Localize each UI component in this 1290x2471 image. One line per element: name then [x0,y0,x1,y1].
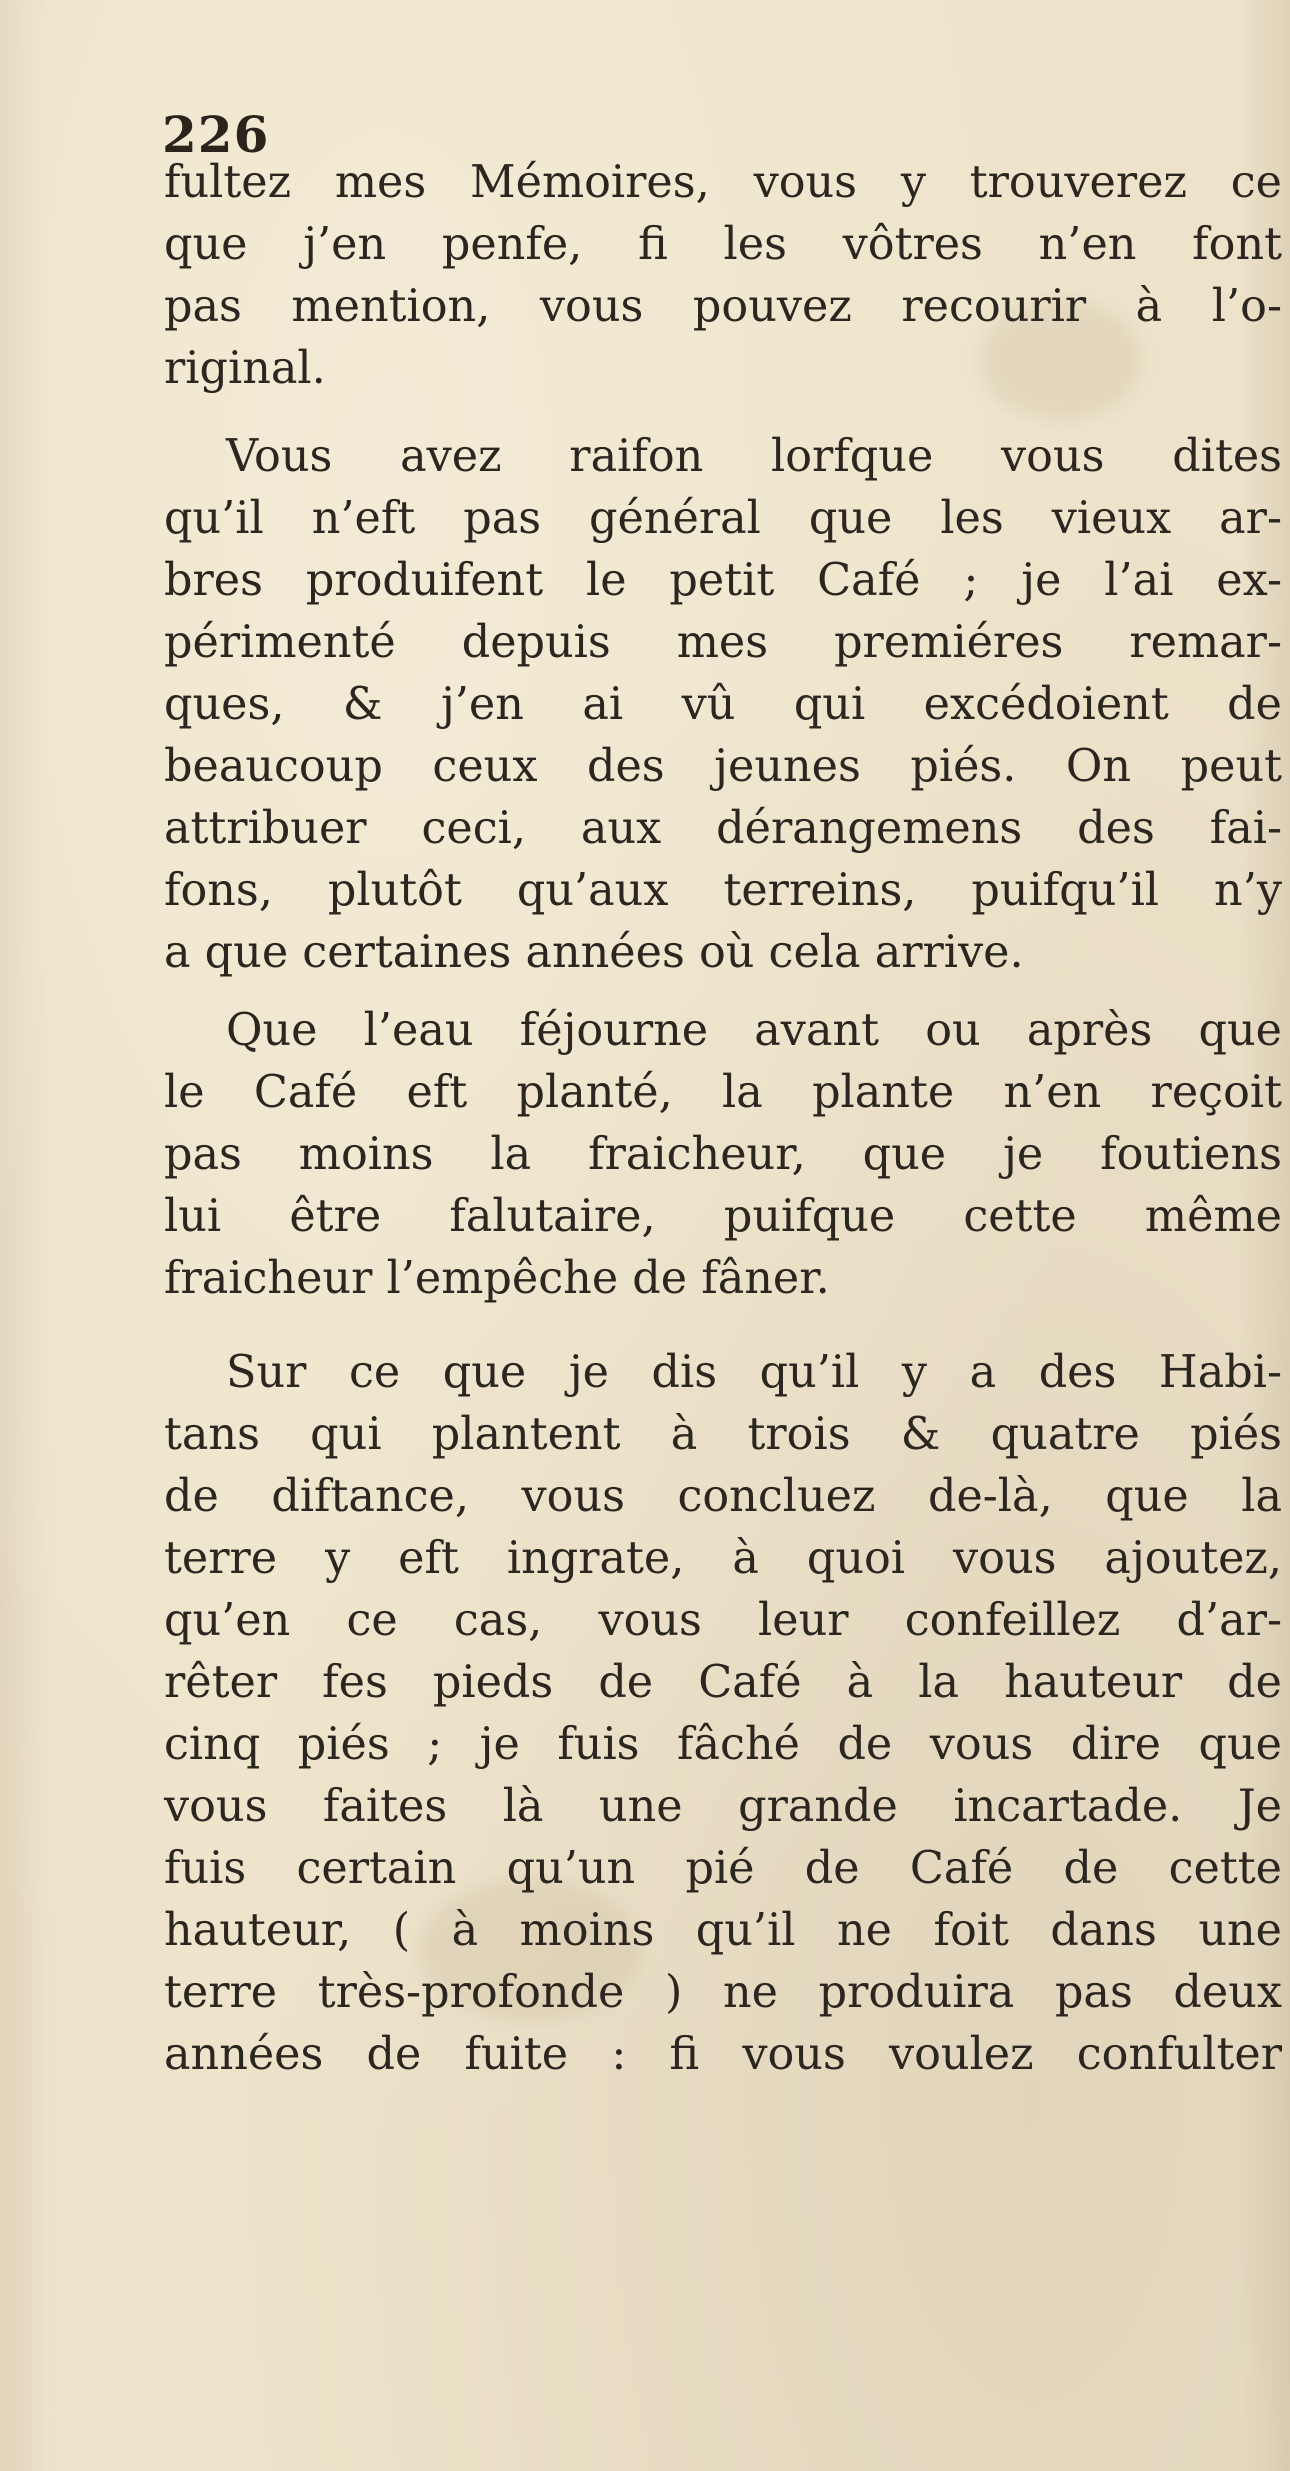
text-line: années de fuite : fi vous voulez confulter [164,2029,1282,2080]
text-line: fultez mes Mémoires, vous y trouverez ce [164,157,1282,208]
text-line: que j’en penfe, fi les vôtres n’en font [164,219,1282,270]
text-line: fuis certain qu’un pié de Café de cette [164,1843,1282,1894]
text-line: a que certaines années où cela arrive. [164,927,1024,978]
text-line: tans qui plantent à trois & quatre piés [164,1409,1282,1460]
text-line: attribuer ceci, aux dérangemens des fai- [164,803,1282,854]
text-line: vous faites là une grande incartade. Je [164,1781,1282,1832]
text-line: hauteur, ( à moins qu’il ne foit dans une [164,1905,1282,1956]
text-line: bres produifent le petit Café ; je l’ai ex- [164,555,1282,606]
page-number: 226 [162,105,270,164]
text-line: fraicheur l’empêche de fâner. [164,1253,830,1304]
text-line: lui être falutaire, puifque cette même [164,1191,1282,1242]
text-line: le Café eft planté, la plante n’en reçoit [164,1067,1282,1118]
text-line: Sur ce que je dis qu’il y a des Habi- [226,1347,1282,1398]
text-line: beaucoup ceux des jeunes piés. On peut [164,741,1282,792]
text-line: cinq piés ; je fuis fâché de vous dire que [164,1719,1282,1770]
text-line: Vous avez raifon lorfque vous dites [226,431,1282,482]
text-line: pas moins la fraicheur, que je foutiens [164,1129,1282,1180]
text-line: périmenté depuis mes premiéres remar- [164,617,1282,668]
text-line: fons, plutôt qu’aux terreins, puifqu’il n’y [164,865,1282,916]
text-line: qu’il n’eft pas général que les vieux ar- [164,493,1282,544]
text-line: ques, & j’en ai vû qui excédoient de [164,679,1282,730]
text-line: de diftance, vous concluez de-là, que la [164,1471,1282,1522]
text-line: qu’en ce cas, vous leur confeillez d’ar- [164,1595,1282,1646]
text-line: rêter fes pieds de Café à la hauteur de [164,1657,1282,1708]
text-line: terre très-profonde ) ne produira pas deux [164,1967,1282,2018]
text-line: riginal. [164,343,326,394]
text-line: terre y eft ingrate, à quoi vous ajoutez, [164,1533,1282,1584]
text-line: pas mention, vous pouvez recourir à l’o- [164,281,1282,332]
text-line: Que l’eau féjourne avant ou après que [226,1005,1282,1056]
